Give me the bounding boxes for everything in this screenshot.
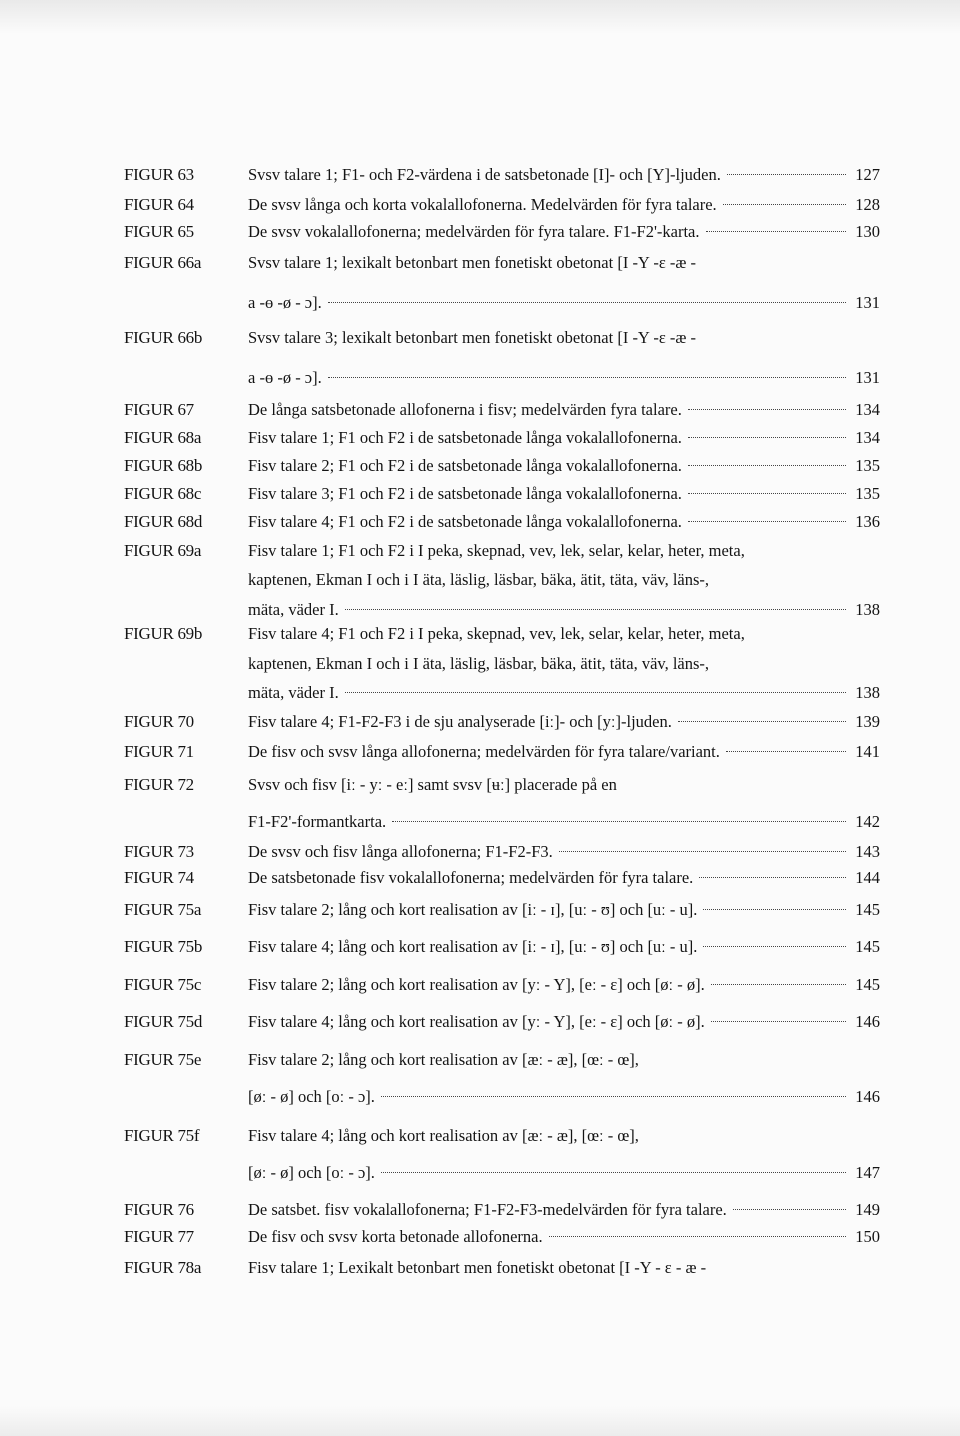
figure-label: FIGUR 75b xyxy=(124,937,203,956)
dot-leader xyxy=(723,204,846,205)
caption-text: Fisv talare 1; F1 och F2 i de satsbetonade långa vokalallofonerna. xyxy=(248,428,682,447)
figure-caption-line xyxy=(248,456,880,476)
caption-text: a -ɵ -ø - ɔ]. xyxy=(248,293,322,312)
caption-text: [øː - ø] och [oː - ɔ]. xyxy=(248,1163,375,1182)
caption-text: [øː - ø] och [oː - ɔ]. xyxy=(248,1087,375,1106)
figure-caption-line xyxy=(248,1050,880,1070)
page-number: 143 xyxy=(855,842,880,861)
caption-text: a -ɵ -ø - ɔ]. xyxy=(248,368,322,387)
dot-leader xyxy=(381,1096,846,1097)
dot-leader xyxy=(703,909,846,910)
figure-label: FIGUR 64 xyxy=(124,195,194,214)
figure-caption-line xyxy=(248,1258,880,1278)
figure-label: FIGUR 68b xyxy=(124,456,203,475)
figure-caption-line xyxy=(248,165,880,185)
page-number: 147 xyxy=(855,1163,880,1182)
page-number: 128 xyxy=(855,195,880,214)
page-number: 150 xyxy=(855,1227,880,1246)
figure-caption-line xyxy=(248,1200,880,1220)
dot-leader xyxy=(381,1172,846,1173)
figure-label: FIGUR 75c xyxy=(124,975,202,994)
dot-leader xyxy=(678,721,846,722)
caption-text: Svsv talare 3; lexikalt betonbart men fonetiskt obetonat [I -Y -ɛ -æ - xyxy=(248,328,697,347)
caption-text: Fisv talare 4; F1 och F2 i de satsbetonade långa vokalallofonerna. xyxy=(248,512,682,531)
page-number: 141 xyxy=(855,742,880,761)
page-number: 139 xyxy=(855,712,880,731)
figure-caption-line xyxy=(248,937,880,957)
page-number: 135 xyxy=(855,456,880,475)
dot-leader xyxy=(688,493,846,494)
figure-label: FIGUR 78a xyxy=(124,1258,202,1277)
caption-text: F1-F2'-formantkarta. xyxy=(248,812,387,831)
page-number: 130 xyxy=(855,222,880,241)
figure-caption-line xyxy=(248,541,880,561)
caption-text: Fisv talare 1; Lexikalt betonbart men fonetiskt obetonat [I -Y - ɛ - æ - xyxy=(248,1258,707,1277)
caption-text: Fisv talare 4; F1 och F2 i I peka, skepnad, vev, lek, selar, kelar, heter, meta, xyxy=(248,624,745,643)
figure-label: FIGUR 63 xyxy=(124,165,194,184)
figure-label: FIGUR 66b xyxy=(124,328,203,347)
caption-text: Fisv talare 4; lång och kort realisation av [iː - ɪ], [uː - ʊ] och [uː - u]. xyxy=(248,937,698,956)
page-number: 145 xyxy=(855,975,880,994)
page-number: 146 xyxy=(855,1012,880,1031)
dot-leader xyxy=(711,984,846,985)
page-number: 131 xyxy=(855,293,880,312)
figure-label: FIGUR 71 xyxy=(124,742,194,761)
figure-label: FIGUR 75d xyxy=(124,1012,203,1031)
page-number: 131 xyxy=(855,368,880,387)
caption-text: Fisv talare 2; lång och kort realisation av [æː - æ], [œː - œ], xyxy=(248,1050,639,1069)
dot-leader xyxy=(345,692,846,693)
caption-text: De satsbet. fisv vokalallofonerna; F1-F2-F3-medelvärden för fyra talare. xyxy=(248,1200,727,1219)
figure-caption-line xyxy=(248,222,880,242)
dot-leader xyxy=(328,302,846,303)
figure-caption-line xyxy=(248,1126,880,1146)
figure-label: FIGUR 69b xyxy=(124,624,203,643)
caption-text: De satsbetonade fisv vokalallofonerna; medelvärden för fyra talare. xyxy=(248,868,694,887)
page-number: 146 xyxy=(855,1087,880,1106)
caption-text: Fisv talare 4; F1-F2-F3 i de sju analyserade [iː]- och [yː]-ljuden. xyxy=(248,712,672,731)
dot-leader xyxy=(688,409,846,410)
page-number: 142 xyxy=(855,812,880,831)
figure-label: FIGUR 69a xyxy=(124,541,202,560)
caption-text: Fisv talare 2; lång och kort realisation av [yː - Y], [eː - ɛ] och [øː - ø]. xyxy=(248,975,705,994)
dot-leader xyxy=(727,174,846,175)
figure-label: FIGUR 72 xyxy=(124,775,194,794)
figure-caption-line xyxy=(248,900,880,920)
dot-leader xyxy=(392,821,846,822)
caption-text: Svsv talare 1; F1- och F2-värdena i de satsbetonade [I]- och [Y]-ljuden. xyxy=(248,165,721,184)
page-number: 144 xyxy=(855,868,880,887)
page-number: 138 xyxy=(855,683,880,702)
dot-leader xyxy=(711,1021,846,1022)
figure-caption-line xyxy=(248,570,880,590)
figure-label: FIGUR 77 xyxy=(124,1227,194,1246)
figure-caption-line xyxy=(248,328,880,348)
figure-caption-line xyxy=(248,712,880,732)
caption-text: De fisv och svsv långa allofonerna; medelvärden för fyra talare/variant. xyxy=(248,742,720,761)
figure-caption-line xyxy=(248,400,880,420)
figure-caption-line xyxy=(248,428,880,448)
dot-leader xyxy=(688,521,846,522)
figure-label: FIGUR 76 xyxy=(124,1200,194,1219)
figure-caption-line xyxy=(248,775,880,795)
figure-caption-line xyxy=(248,1163,880,1183)
caption-text: Fisv talare 4; lång och kort realisation av [æː - æ], [œː - œ], xyxy=(248,1126,639,1145)
caption-text: Fisv talare 1; F1 och F2 i I peka, skepnad, vev, lek, selar, kelar, heter, meta, xyxy=(248,541,745,560)
figure-caption-line xyxy=(248,812,880,832)
caption-text: De långa satsbetonade allofonerna i fisv; medelvärden fyra talare. xyxy=(248,400,682,419)
figure-caption-line xyxy=(248,1227,880,1247)
page-number: 134 xyxy=(855,428,880,447)
dot-leader xyxy=(726,751,846,752)
figure-caption-line xyxy=(248,683,880,703)
figure-caption-line xyxy=(248,742,880,762)
dot-leader xyxy=(328,377,846,378)
dot-leader xyxy=(345,609,846,610)
caption-text: kaptenen, Ekman I och i I äta, läslig, läsbar, bäka, ätit, täta, väv, läns-, xyxy=(248,654,710,673)
figure-caption-line xyxy=(248,600,880,620)
dot-leader xyxy=(699,877,846,878)
figure-label: FIGUR 75e xyxy=(124,1050,202,1069)
caption-text: Fisv talare 4; lång och kort realisation av [yː - Y], [eː - ɛ] och [øː - ø]. xyxy=(248,1012,705,1031)
figure-label: FIGUR 70 xyxy=(124,712,194,731)
caption-text: De svsv långa och korta vokalallofonerna. Medelvärden för fyra talare. xyxy=(248,195,717,214)
dot-leader xyxy=(733,1209,846,1210)
figure-caption-line xyxy=(248,195,880,215)
figure-label: FIGUR 74 xyxy=(124,868,194,887)
caption-text: De svsv vokalallofonerna; medelvärden för fyra talare. F1-F2'-karta. xyxy=(248,222,700,241)
figure-caption-line xyxy=(248,368,880,388)
caption-text: Fisv talare 2; F1 och F2 i de satsbetonade långa vokalallofonerna. xyxy=(248,456,682,475)
figure-caption-line xyxy=(248,842,880,862)
dot-leader xyxy=(703,946,846,947)
figure-caption-line xyxy=(248,975,880,995)
figure-label: FIGUR 68d xyxy=(124,512,203,531)
caption-text: De svsv och fisv långa allofonerna; F1-F2-F3. xyxy=(248,842,553,861)
page-number: 145 xyxy=(855,900,880,919)
figure-caption-line xyxy=(248,1012,880,1032)
caption-text: De fisv och svsv korta betonade allofonerna. xyxy=(248,1227,543,1246)
figure-label: FIGUR 65 xyxy=(124,222,194,241)
dot-leader xyxy=(688,465,846,466)
figure-caption-line xyxy=(248,512,880,532)
caption-text: Svsv och fisv [iː - yː - eː] samt svsv [ʉː] placerade på en xyxy=(248,775,617,794)
caption-text: mäta, väder I. xyxy=(248,683,339,702)
figure-caption-line xyxy=(248,654,880,674)
figure-caption-line xyxy=(248,624,880,644)
figure-label: FIGUR 75f xyxy=(124,1126,200,1145)
dot-leader xyxy=(549,1236,846,1237)
caption-text: kaptenen, Ekman I och i I äta, läslig, läsbar, bäka, ätit, täta, väv, läns-, xyxy=(248,570,710,589)
figure-caption-line xyxy=(248,1087,880,1107)
page-number: 134 xyxy=(855,400,880,419)
dot-leader xyxy=(688,437,846,438)
figure-caption-line xyxy=(248,484,880,504)
dot-leader xyxy=(559,851,846,852)
figure-caption-line xyxy=(248,868,880,888)
page-number: 136 xyxy=(855,512,880,531)
figure-label: FIGUR 68c xyxy=(124,484,202,503)
caption-text: Fisv talare 3; F1 och F2 i de satsbetonade långa vokalallofonerna. xyxy=(248,484,682,503)
page-number: 127 xyxy=(855,165,880,184)
figure-label: FIGUR 66a xyxy=(124,253,202,272)
figure-label: FIGUR 67 xyxy=(124,400,194,419)
figure-caption-line xyxy=(248,253,880,273)
caption-text: Fisv talare 2; lång och kort realisation av [iː - ɪ], [uː - ʊ] och [uː - u]. xyxy=(248,900,698,919)
dot-leader xyxy=(706,231,846,232)
figure-label: FIGUR 75a xyxy=(124,900,202,919)
scan-top-edge xyxy=(0,0,960,34)
figure-label: FIGUR 73 xyxy=(124,842,194,861)
page-number: 149 xyxy=(855,1200,880,1219)
page-number: 138 xyxy=(855,600,880,619)
caption-text: Svsv talare 1; lexikalt betonbart men fonetiskt obetonat [I -Y -ɛ -æ - xyxy=(248,253,697,272)
page-number: 145 xyxy=(855,937,880,956)
figure-caption-line xyxy=(248,293,880,313)
figure-label: FIGUR 68a xyxy=(124,428,202,447)
caption-text: mäta, väder I. xyxy=(248,600,339,619)
page-number: 135 xyxy=(855,484,880,503)
scan-bottom-edge xyxy=(0,1406,960,1436)
